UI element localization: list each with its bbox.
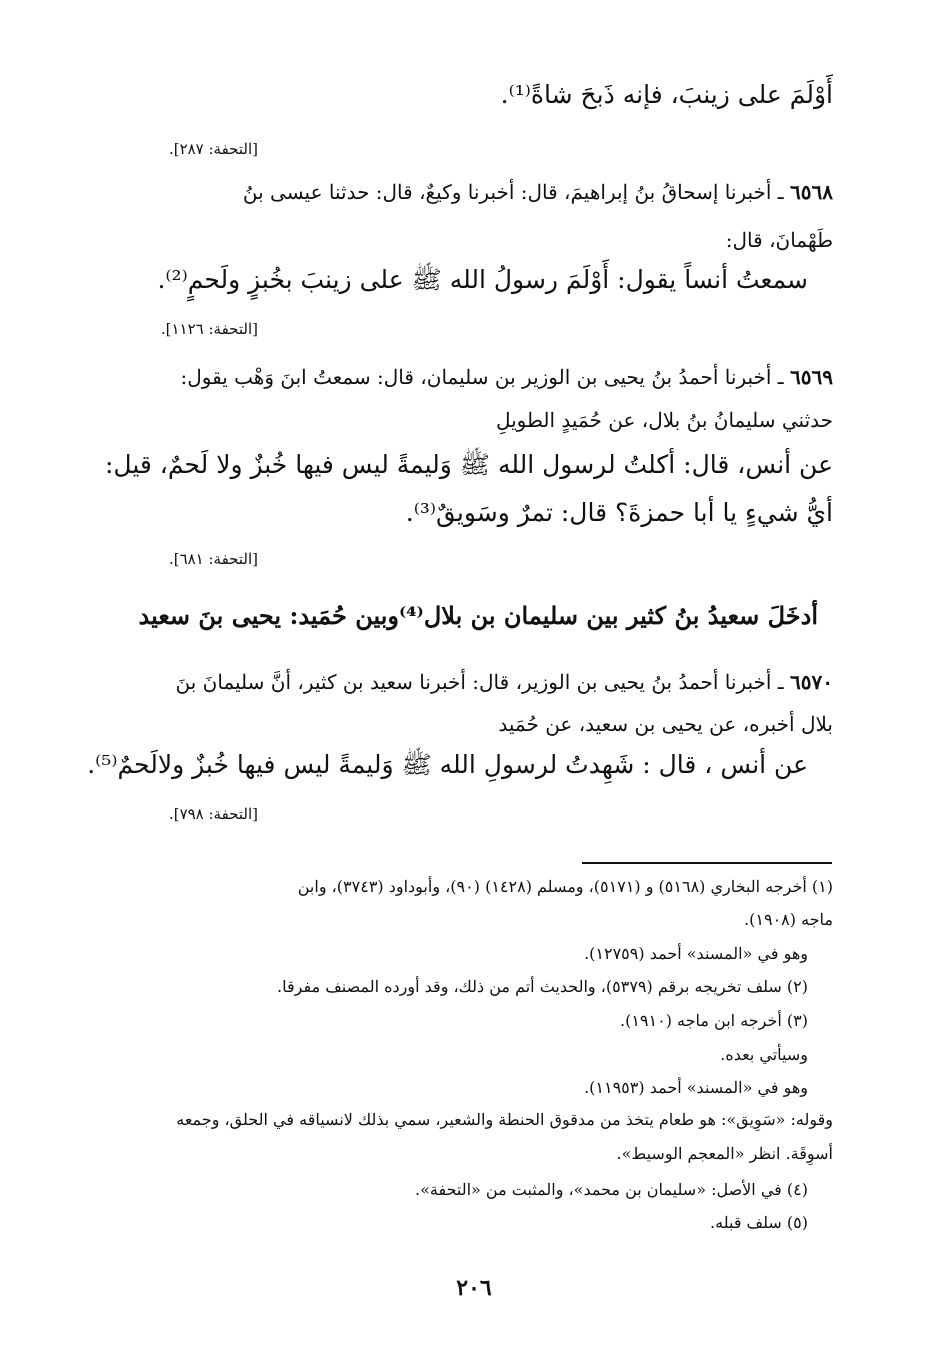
hadith-text: ـ أخبرنا أحمدُ بنُ يحيى بن الوزير بن سليمان، قال: سمعتُ ابنَ وَهْب يقول: — [180, 365, 784, 389]
tuhfa-reference: [التحفة: ٦٨١]. — [168, 550, 258, 568]
footnote-line: وهو في «المسند» أحمد (١١٩٥٣). — [584, 1078, 808, 1097]
hadith-number: ٦٥٧٠ — [790, 670, 833, 694]
footnote-separator — [582, 862, 832, 864]
footnote-line: (٥) سلف قبله. — [710, 1213, 808, 1232]
text-line: حدثني سليمانُ بنُ بلال، عن حُمَيدٍ الطويلِ — [495, 408, 833, 432]
hadith-6568-line — [128, 180, 833, 204]
footnote-line: (٤) في الأصل: «سليمان بن محمد»، والمثبت من «التحفة». — [415, 1180, 808, 1199]
page-number: ٢٠٦ — [456, 1275, 492, 1301]
tuhfa-reference: [التحفة: ٧٩٨]. — [168, 805, 258, 823]
footnote-line: ماجه (١٩٠٨). — [744, 910, 833, 929]
text-line: سمعتُ أنساً يقول: أَوْلَمَ رسولُ الله ﷺ على زينبَ بخُبزٍ ولَحمٍ⁽²⁾. — [157, 265, 808, 294]
text-line: أَوْلَمَ على زينبَ، فإنه ذَبحَ شاةً⁽¹⁾. — [500, 80, 833, 109]
text-line: عن أنس، قال: أكلتُ لرسول الله ﷺ وَليمةً ليس فيها خُبزٌ ولا لَحمٌ، قيل: — [104, 450, 833, 479]
footnote-line: (١) أخرجه البخاري (٥١٦٨) و (٥١٧١)، ومسلم (١٤٢٨) (٩٠)، وأبوداود (٣٧٤٣)، وابن — [297, 877, 833, 896]
hadith-number: ٦٥٦٨ — [790, 180, 833, 204]
hadith-text: ـ أخبرنا إسحاقُ بنُ إبراهيمَ، قال: أخبرنا وكيعٌ، قال: حدثنا عيسى بنُ — [242, 180, 784, 204]
hadith-6569-line — [128, 365, 833, 389]
hadith-6570-line — [128, 670, 833, 694]
hadith-number: ٦٥٦٩ — [790, 365, 833, 389]
hadith-text: ـ أخبرنا أحمدُ بنُ يحيى بن الوزير، قال: أخبرنا سعيد بن كثير، أنَّ سليمانَ بنَ — [175, 670, 784, 694]
footnote-line: (٢) سلف تخريجه برقم (٥٣٧٩)، والحديث أتم من ذلك، وقد أورده المصنف مفرقا. — [277, 977, 808, 996]
footnote-line: وسيأتي بعده. — [720, 1045, 808, 1064]
footnote-line: (٣) أخرجه ابن ماجه (١٩١٠). — [620, 1011, 808, 1030]
text-line: عن أنس ، قال : شَهِدتُ لرسولِ الله ﷺ وَليمةً ليس فيها خُبزٌ ولالَحمٌ⁽⁵⁾. — [87, 750, 808, 779]
tuhfa-reference: [التحفة: ٢٨٧]. — [168, 140, 258, 158]
footnote-line: أسوِقَة. انظر «المعجم الوسيط». — [616, 1144, 833, 1163]
tuhfa-reference: [التحفة: ١١٢٦]. — [160, 320, 258, 338]
section-heading: أدخَلَ سعيدُ بنُ كثير بين سليمان بن بلال⁽⁴⁾وبين حُمَيد: يحيى بنَ سعيد — [138, 601, 818, 630]
footnote-line: وهو في «المسند» أحمد (١٢٧٥٩). — [584, 944, 808, 963]
footnote-line: وقوله: «سَوِيق»: هو طعام يتخذ من مدقوق الحنطة والشعير، سمي بذلك لانسياقه في الحلق، وجمعه — [176, 1110, 833, 1129]
text-line: أيُّ شيءٍ يا أبا حمزةَ؟ قال: تمرٌ وسَويقٌ⁽³⁾. — [405, 498, 833, 527]
text-line: طَهْمانَ، قال: — [725, 228, 833, 252]
text-line: بلال أخبره، عن يحيى بن سعيد، عن حُمَيد — [498, 712, 833, 736]
